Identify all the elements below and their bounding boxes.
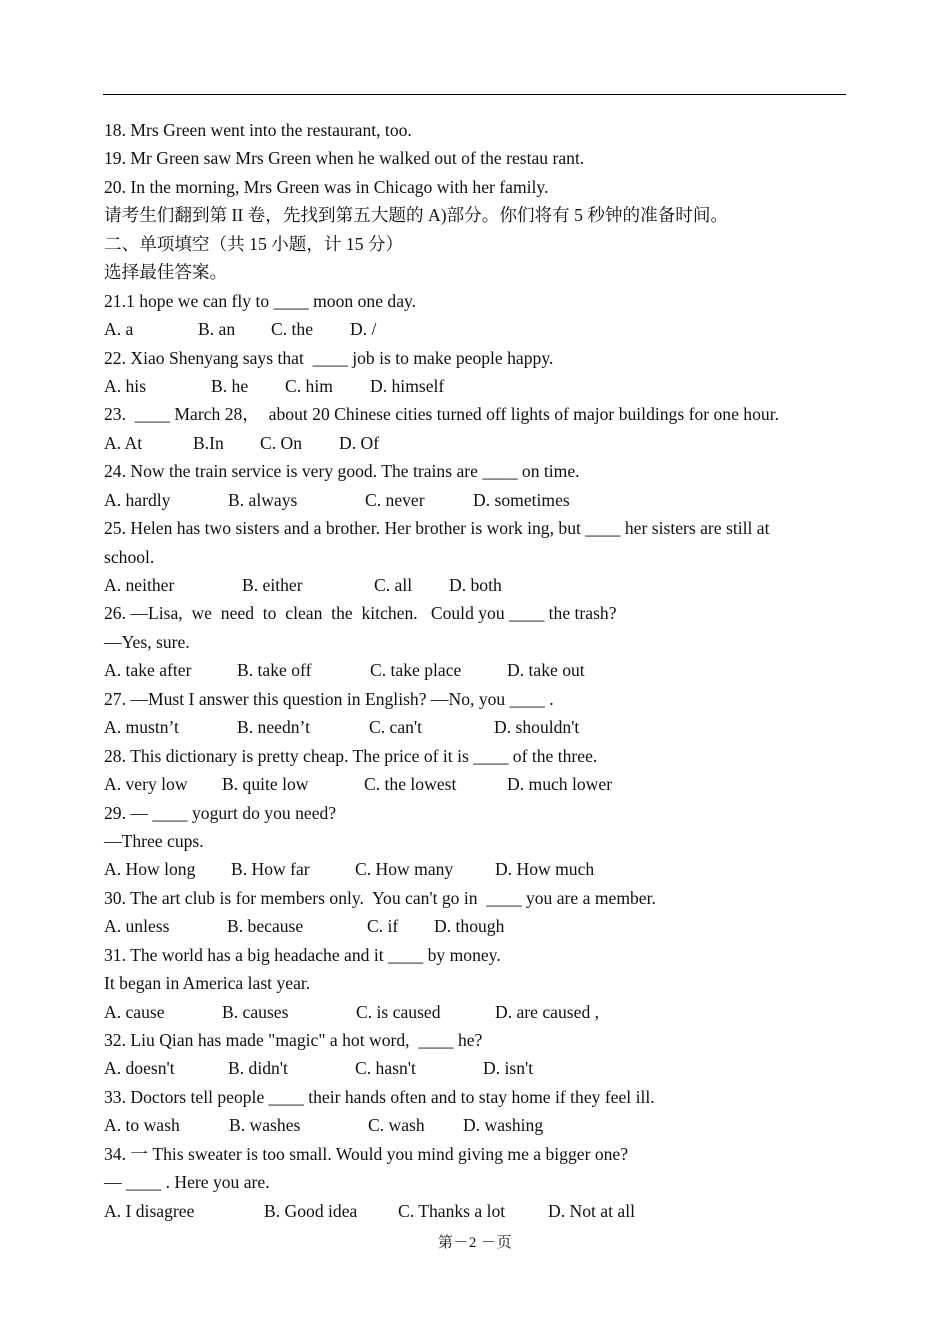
- option-b: B. didn't: [228, 1058, 288, 1079]
- option-a: A. cause: [104, 1001, 165, 1022]
- question-31: 31. The world has a big headache and it ____ by money.: [104, 944, 501, 965]
- option-c: C. wash: [368, 1115, 425, 1136]
- options-31: [104, 998, 846, 1026]
- option-c: C. is caused: [356, 1001, 441, 1022]
- option-d: D. isn't: [483, 1058, 534, 1079]
- question-27: 27. —Must I answer this question in English? —No, you ____ .: [104, 688, 554, 709]
- question-18: 18. Mrs Green went into the restaurant, too.: [104, 120, 412, 140]
- question-34-reply: — ____ . Here you are.: [104, 1172, 270, 1193]
- option-c: C. never: [365, 489, 425, 510]
- options-34: [104, 1197, 846, 1225]
- question-26: 26. —Lisa, we need to clean the kitchen. Could you ____ the trash?: [104, 603, 617, 624]
- options-23: [104, 429, 846, 457]
- question-33: 33. Doctors tell people ____ their hands often and to stay home if they feel ill.: [104, 1086, 655, 1107]
- question-20: 20. In the morning, Mrs Green was in Chicago with her family.: [104, 176, 549, 197]
- option-a: A. very low: [104, 774, 188, 795]
- question-25: 25. Helen has two sisters and a brother. Her brother is work ing, but ____ her sisters are still at: [104, 518, 770, 539]
- option-c: C. him: [285, 375, 333, 396]
- option-b: B. because: [227, 916, 304, 937]
- option-b: B. washes: [229, 1115, 301, 1136]
- option-c: C. can't: [369, 717, 423, 738]
- question-32: 32. Liu Qian has made "magic" a hot word, ____ he?: [104, 1030, 483, 1050]
- option-c: C. all: [374, 575, 413, 595]
- page-content: [104, 116, 846, 1225]
- option-b: B. take off: [237, 660, 312, 681]
- options-24: [104, 486, 846, 514]
- options-33: [104, 1111, 846, 1139]
- option-b: B.In: [193, 432, 224, 453]
- option-a: A. take after: [104, 660, 192, 681]
- option-d: D. /: [350, 319, 377, 340]
- option-d: D. Of: [339, 432, 380, 453]
- options-21: [104, 315, 846, 343]
- option-c: C. How many: [355, 859, 454, 880]
- option-d: D. washing: [463, 1115, 544, 1136]
- page-number: 第－2 －页: [437, 1235, 513, 1251]
- option-c: C. On: [260, 432, 303, 453]
- question-23: 23. ____ March 28， about 20 Chinese cities turned off lights of major buildings for one hour.: [104, 404, 779, 425]
- question-26-reply: —Yes, sure.: [104, 631, 190, 652]
- option-c: C. hasn't: [355, 1058, 416, 1079]
- option-d: D. take out: [507, 660, 585, 681]
- option-c: C. the lowest: [364, 774, 457, 795]
- header-rule: [103, 94, 846, 95]
- option-b: B. needn’t: [237, 717, 310, 738]
- options-29: [104, 855, 846, 883]
- option-b: B. How far: [231, 859, 310, 880]
- question-31-cont: It began in America last year.: [104, 973, 311, 994]
- option-b: B. he: [211, 375, 249, 396]
- option-b: B. either: [242, 575, 303, 595]
- option-b: B. an: [198, 319, 236, 340]
- option-a: A. hardly: [104, 489, 171, 510]
- question-29-reply: —Three cups.: [104, 830, 204, 851]
- option-d: D. though: [434, 916, 505, 937]
- option-c: C. if: [367, 916, 399, 937]
- option-b: B. Good idea: [264, 1200, 358, 1221]
- option-d: D. are caused ,: [495, 1001, 600, 1022]
- option-a: A. I disagree: [104, 1200, 195, 1221]
- option-b: B. always: [228, 489, 298, 510]
- option-d: D. shouldn't: [494, 717, 580, 738]
- option-b: B. quite low: [222, 774, 309, 795]
- option-a: A. his: [104, 375, 147, 396]
- question-29: 29. — ____ yogurt do you need?: [104, 802, 337, 823]
- option-c: C. the: [271, 319, 314, 340]
- option-a: A. How long: [104, 859, 196, 880]
- section-heading: 二、单项填空（共 15 小题，计 15 分）: [104, 233, 404, 254]
- question-24: 24. Now the train service is very good. The trains are ____ on time.: [104, 461, 580, 482]
- option-a: A. At: [104, 432, 143, 453]
- option-a: A. to wash: [104, 1115, 180, 1136]
- option-d: D. himself: [370, 375, 445, 396]
- options-32: [104, 1054, 846, 1082]
- option-d: D. both: [449, 575, 502, 595]
- option-b: B. causes: [222, 1001, 289, 1022]
- question-22: 22. Xiao Shenyang says that ____ job is to make people happy.: [104, 347, 554, 368]
- option-a: A. neither: [104, 575, 175, 595]
- option-d: D. much lower: [507, 774, 613, 795]
- option-c: C. Thanks a lot: [398, 1200, 506, 1221]
- question-34: 34. 一 This sweater is too small. Would you mind giving me a bigger one?: [104, 1143, 629, 1164]
- option-c: C. take place: [370, 660, 462, 681]
- option-a: A. mustn’t: [104, 717, 179, 738]
- options-28: [104, 770, 846, 798]
- instruction-text: 请考生们翻到第 II 卷，先找到第五大题的 A)部分。你们将有 5 秒钟的准备时间。: [104, 205, 729, 226]
- options-22: [104, 372, 846, 400]
- options-26: [104, 656, 846, 684]
- option-a: A. doesn't: [104, 1058, 175, 1079]
- options-27: [104, 713, 846, 741]
- question-30: 30. The art club is for members only. You can't go in ____ you are a member.: [104, 887, 656, 908]
- section-instruction: 选择最佳答案。: [104, 262, 228, 283]
- question-19: 19. Mr Green saw Mrs Green when he walked out of the restau rant.: [104, 148, 585, 169]
- option-d: D. sometimes: [473, 489, 570, 510]
- option-a: A. a: [104, 319, 134, 340]
- question-28: 28. This dictionary is pretty cheap. The price of it is ____ of the three.: [104, 745, 598, 766]
- option-d: D. How much: [495, 859, 595, 880]
- question-21: 21.1 hope we can fly to ____ moon one day.: [104, 290, 417, 311]
- option-a: A. unless: [104, 916, 170, 937]
- question-25-cont: school.: [104, 546, 155, 567]
- option-d: D. Not at all: [548, 1200, 635, 1221]
- options-30: [104, 912, 846, 940]
- options-25: [104, 571, 846, 599]
